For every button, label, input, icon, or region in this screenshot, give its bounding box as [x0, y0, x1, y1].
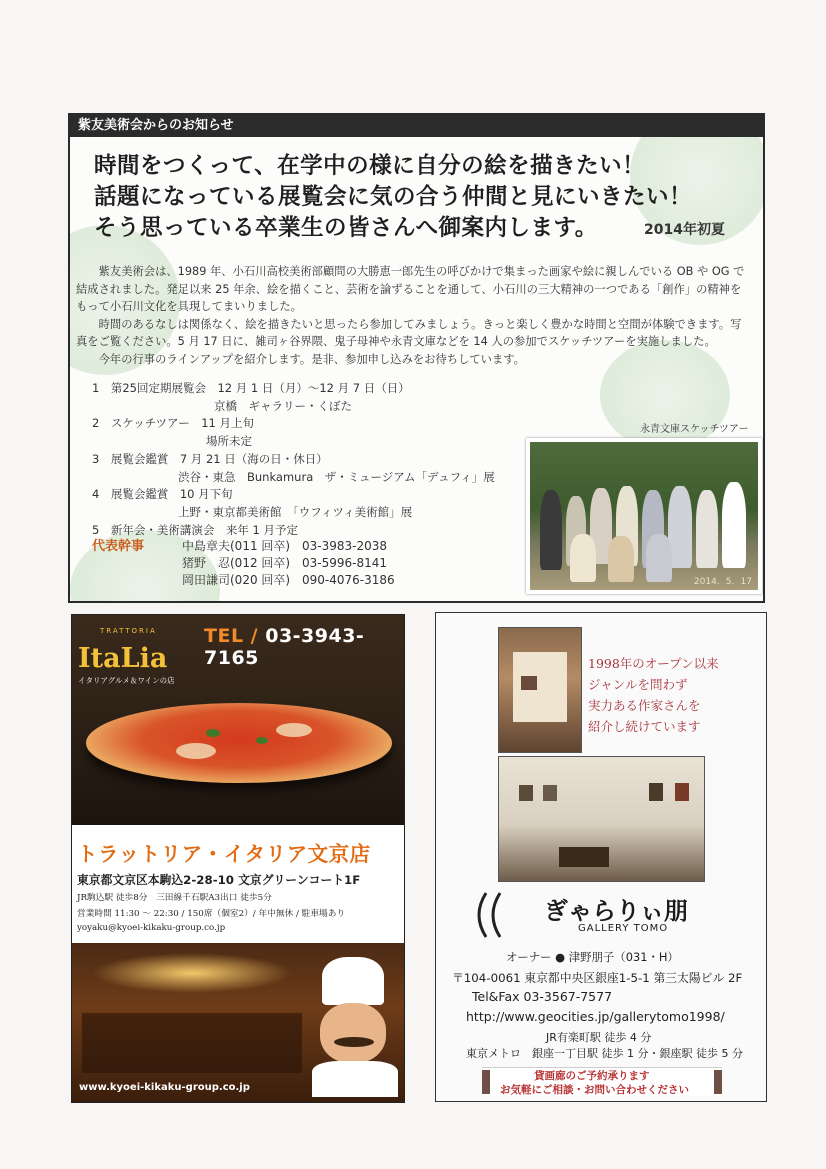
- headline-line: 話題になっている展覧会に気の合う仲間と見にいきたい！: [94, 184, 693, 210]
- rental-notice-line: 貸画廊のご予約承ります: [534, 1070, 650, 1082]
- event-item: 3 展覧会鑑賞 7 月 21 日（海の日・休日）: [92, 451, 328, 466]
- intro-text: [76, 263, 752, 368]
- rental-notice-line: お気軽にご相談・お問い合わせください: [500, 1084, 689, 1096]
- restaurant-hours: 営業時間 11:30 ～ 22:30 / 150席（個室2）/ 年中無休 / 駐車場あり: [77, 909, 346, 919]
- event-schedule: [92, 380, 495, 539]
- gallery-catchcopy: [588, 653, 719, 737]
- pizza-image: [86, 703, 392, 783]
- rental-notice: [482, 1067, 722, 1096]
- gallery-station: JR有楽町駅 徒歩 4 分: [546, 1031, 652, 1044]
- gallery-owner: オーナー ● 津野朋子（031・H）: [506, 950, 679, 964]
- restaurant-address: 東京都文京区本駒込2-28-10 文京グリーンコート1F: [77, 873, 361, 887]
- event-item: 1 第25回定期展覧会 12 月 1 日（月）～12 月 7 日（日）: [92, 381, 410, 395]
- italia-url[interactable]: www.kyoei-kikaku-group.co.jp: [79, 1082, 250, 1093]
- paragraph: 時間のあるなしは関係なく、絵を描きたいと思ったら参加してみましょう。きっと楽しく豊かな時間と空間が体験できます。写真をご覧ください。5 月 17 日に、雑司ヶ谷界隈、鬼子母神や永青文庫などを 14 人の参加でスケッチツアーを実施しました。: [76, 317, 742, 348]
- gallery-logo: [466, 887, 726, 947]
- italia-ad: [71, 614, 405, 1103]
- catch-line: 実力ある作家さんを: [588, 698, 701, 713]
- restaurant-info: [72, 825, 404, 943]
- contact-phone: 03-3983-2038: [302, 539, 388, 553]
- paragraph: 紫友美術会は、1989 年、小石川高校美術部顧問の大勝恵一郎先生の呼びかけで集まった画家や絵に親しんでいる OB や OG で結成されました。発足以来 25 年余、絵を描くこと、芸術を論ずることを通して、小石川の三大精神の一つである「創作」の精神をもって小石川文化を具現してまいりました。: [76, 265, 745, 313]
- catch-line: 1998年のオープン以来: [588, 656, 719, 671]
- contact-label: 代表幹事: [92, 539, 145, 554]
- contact-row: [92, 572, 395, 589]
- event-detail: 渋谷・東急 Bunkamura ザ・ミュージアム「デュフィ」展: [178, 469, 495, 484]
- gallery-tel: Tel&Fax 03-3567-7577: [472, 989, 613, 1004]
- contacts: [92, 538, 395, 589]
- tel-number: 03-3943-7165: [204, 625, 365, 669]
- trattoria-label: TRATTORIA: [100, 627, 157, 635]
- gallery-logo-icon: [468, 887, 538, 943]
- event-detail: 京橋 ギャラリー・くぼた: [214, 398, 352, 413]
- contact-row: [92, 538, 395, 555]
- catch-line: ジャンルを問わず: [588, 677, 688, 692]
- gallery-address: 〒104-0061 東京都中央区銀座1-5-1 第三太陽ビル 2F: [452, 971, 743, 985]
- photo-caption: 永青文庫スケッチツアー: [640, 424, 749, 435]
- gallery-ad: [435, 612, 767, 1102]
- gallery-photo: [498, 627, 582, 753]
- contact-phone: 03-5996-8141: [302, 556, 388, 570]
- italia-logo-sub: イタリアグルメ＆ワインの店: [78, 676, 175, 685]
- restaurant-email[interactable]: yoyaku@kyoei-kikaku-group.co.jp: [77, 923, 226, 933]
- event-detail: 上野・東京都美術館 「ウフィツィ美術館」展: [178, 504, 413, 519]
- gallery-brand-en: GALLERY TOMO: [578, 923, 669, 934]
- event-item: 2 スケッチツアー 11 月上旬: [92, 416, 254, 431]
- contact-name: 中島章夫(011 回卒): [182, 539, 291, 553]
- tel-label: TEL /: [204, 625, 266, 647]
- headline: [94, 151, 692, 244]
- italia-logo: ItaLia: [78, 643, 168, 674]
- headline-line: 時間をつくって、在学中の様に自分の絵を描きたい！: [94, 153, 646, 179]
- notice-title: 紫友美術会からのお知らせ: [70, 115, 763, 137]
- interior-photo: [72, 943, 404, 1102]
- phone: [204, 625, 404, 669]
- season-label: 2014年初夏: [644, 222, 725, 238]
- chef-illustration: [312, 957, 398, 1097]
- contact-phone: 090-4076-3186: [302, 573, 395, 587]
- headline-line: そう思っている卒業生の皆さんへ御案内します。: [94, 215, 598, 241]
- contact-name: 岡田謙司(020 回卒): [182, 573, 291, 587]
- gallery-brand: ぎゃらりぃ朋: [544, 897, 688, 925]
- ad-header: [72, 615, 404, 825]
- restaurant-name: トラットリア・イタリア文京店: [77, 842, 371, 866]
- group-photo: [526, 438, 762, 594]
- contact-name: 猪野 忍(012 回卒): [182, 556, 291, 570]
- gallery-photo: [498, 756, 705, 882]
- event-item: 5 新年会・美術講演会 来年 1 月予定: [92, 522, 298, 537]
- restaurant-access: JR駒込駅 徒歩8分 三田線千石駅A3出口 徒歩5分: [77, 893, 272, 903]
- club-notice: [68, 113, 765, 603]
- gallery-station: 東京メトロ 銀座一丁目駅 徒歩 1 分・銀座駅 徒歩 5 分: [466, 1047, 743, 1060]
- event-detail: 場所未定: [206, 434, 252, 449]
- contact-row: [92, 555, 395, 572]
- gallery-url[interactable]: http://www.geocities.jp/gallerytomo1998/: [466, 1009, 725, 1024]
- event-item: 4 展覧会鑑賞 10 月下旬: [92, 487, 233, 502]
- catch-line: 紹介し続けています: [588, 719, 701, 734]
- paragraph: 今年の行事のラインアップを紹介します。是非、参加申し込みをお待ちしています。: [98, 352, 525, 366]
- photo-date: 2014．5．17: [693, 577, 752, 587]
